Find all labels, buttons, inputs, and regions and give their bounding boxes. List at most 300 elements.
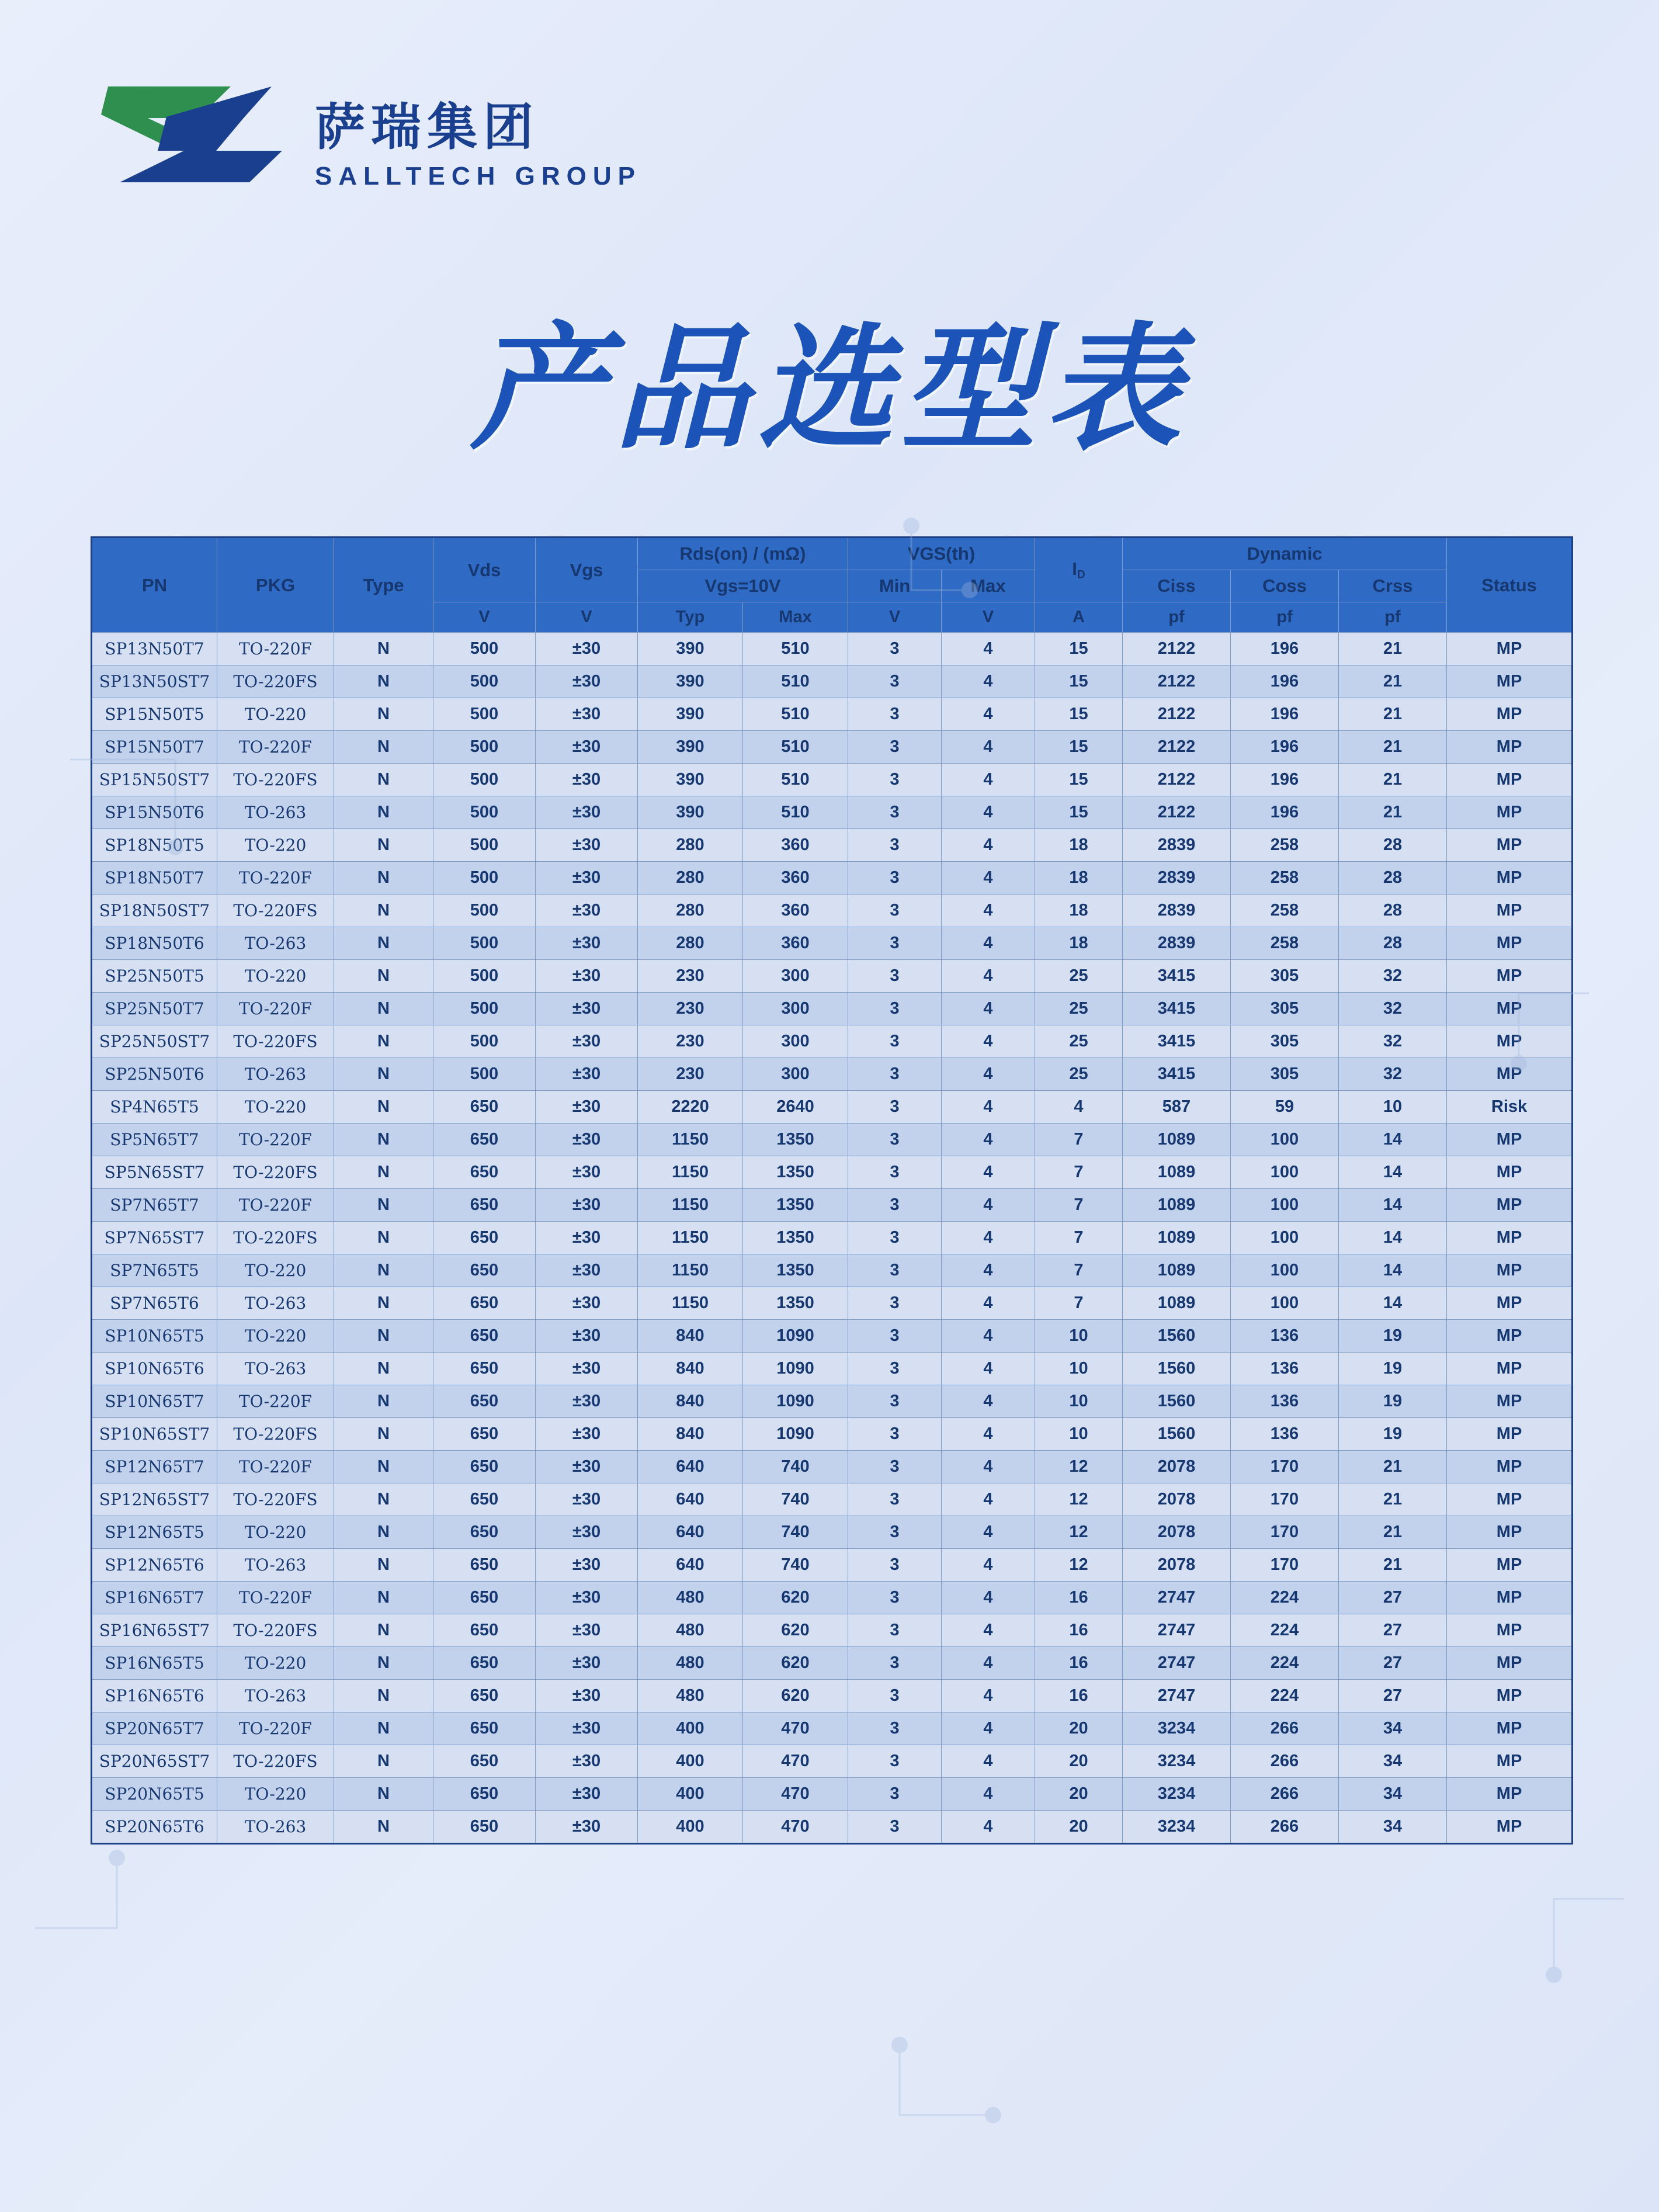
cell-id: 12 xyxy=(1035,1549,1123,1582)
cell-vgsth-min: 3 xyxy=(848,1320,942,1353)
cell-vgsth-max: 4 xyxy=(942,1647,1035,1680)
cell-pkg: TO-220 xyxy=(217,829,334,862)
cell-ciss: 1560 xyxy=(1123,1385,1231,1418)
cell-vgsth-max: 4 xyxy=(942,665,1035,698)
cell-crss: 32 xyxy=(1339,1058,1447,1091)
cell-vgsth-max: 4 xyxy=(942,1745,1035,1778)
cell-vgsth-max: 4 xyxy=(942,993,1035,1025)
cell-vds: 650 xyxy=(433,1451,536,1483)
cell-vgs: ±30 xyxy=(536,1549,638,1582)
cell-vgsth-min: 3 xyxy=(848,829,942,862)
cell-id: 16 xyxy=(1035,1582,1123,1614)
col-header-ciss: Ciss xyxy=(1123,570,1231,602)
cell-vds: 650 xyxy=(433,1483,536,1516)
cell-status: MP xyxy=(1447,1058,1573,1091)
cell-type: N xyxy=(334,927,433,960)
cell-pn: SP20N65T6 xyxy=(92,1811,217,1844)
cell-rds-max: 470 xyxy=(743,1778,848,1811)
cell-id: 10 xyxy=(1035,1418,1123,1451)
cell-pn: SP15N50T6 xyxy=(92,796,217,829)
cell-ciss: 2839 xyxy=(1123,862,1231,894)
cell-vgs: ±30 xyxy=(536,1287,638,1320)
cell-type: N xyxy=(334,1582,433,1614)
cell-coss: 196 xyxy=(1231,796,1339,829)
cell-vgs: ±30 xyxy=(536,1745,638,1778)
brand-name-cn: 萨瑞集团 xyxy=(315,98,539,157)
cell-pkg: TO-220 xyxy=(217,1320,334,1353)
table-row xyxy=(92,1582,1573,1614)
cell-ciss: 2122 xyxy=(1123,633,1231,665)
cell-pn: SP7N65T7 xyxy=(92,1189,217,1222)
table-row xyxy=(92,1254,1573,1287)
cell-vgs: ±30 xyxy=(536,1712,638,1745)
cell-vds: 500 xyxy=(433,927,536,960)
cell-pn: SP4N65T5 xyxy=(92,1091,217,1124)
cell-type: N xyxy=(334,1614,433,1647)
cell-vgsth-min: 3 xyxy=(848,731,942,764)
cell-pn: SP12N65ST7 xyxy=(92,1483,217,1516)
cell-pn: SP10N65T5 xyxy=(92,1320,217,1353)
cell-pn: SP18N50T5 xyxy=(92,829,217,862)
cell-vds: 650 xyxy=(433,1811,536,1844)
cell-id: 15 xyxy=(1035,665,1123,698)
cell-type: N xyxy=(334,1385,433,1418)
cell-pkg: TO-263 xyxy=(217,1353,334,1385)
cell-status: MP xyxy=(1447,1614,1573,1647)
cell-pkg: TO-220 xyxy=(217,1778,334,1811)
col-header-pn: PN xyxy=(92,538,217,633)
cell-vgsth-max: 4 xyxy=(942,927,1035,960)
cell-id: 15 xyxy=(1035,796,1123,829)
cell-coss: 224 xyxy=(1231,1647,1339,1680)
table-row xyxy=(92,796,1573,829)
cell-status: MP xyxy=(1447,1156,1573,1189)
cell-rds-max: 360 xyxy=(743,927,848,960)
cell-rds-max: 510 xyxy=(743,633,848,665)
cell-rds-typ: 2220 xyxy=(638,1091,743,1124)
cell-vgsth-max: 4 xyxy=(942,1418,1035,1451)
table-row xyxy=(92,1222,1573,1254)
table-row xyxy=(92,633,1573,665)
cell-vgsth-min: 3 xyxy=(848,1124,942,1156)
cell-coss: 305 xyxy=(1231,1058,1339,1091)
unit-vgs: V xyxy=(536,602,638,633)
cell-status: MP xyxy=(1447,1483,1573,1516)
table-row xyxy=(92,731,1573,764)
cell-vgs: ±30 xyxy=(536,1516,638,1549)
table-row xyxy=(92,1451,1573,1483)
cell-vgsth-min: 3 xyxy=(848,1418,942,1451)
cell-rds-typ: 840 xyxy=(638,1353,743,1385)
cell-rds-typ: 1150 xyxy=(638,1287,743,1320)
cell-crss: 14 xyxy=(1339,1156,1447,1189)
cell-type: N xyxy=(334,1451,433,1483)
cell-rds-max: 300 xyxy=(743,993,848,1025)
table-row xyxy=(92,993,1573,1025)
cell-pkg: TO-263 xyxy=(217,1680,334,1712)
cell-rds-max: 1090 xyxy=(743,1353,848,1385)
cell-rds-typ: 390 xyxy=(638,633,743,665)
cell-vgs: ±30 xyxy=(536,1156,638,1189)
cell-crss: 14 xyxy=(1339,1124,1447,1156)
cell-rds-typ: 230 xyxy=(638,993,743,1025)
cell-rds-max: 1090 xyxy=(743,1418,848,1451)
cell-crss: 34 xyxy=(1339,1745,1447,1778)
cell-vds: 500 xyxy=(433,633,536,665)
cell-rds-max: 1090 xyxy=(743,1385,848,1418)
cell-vds: 650 xyxy=(433,1712,536,1745)
table-row xyxy=(92,1745,1573,1778)
cell-pkg: TO-220F xyxy=(217,1189,334,1222)
cell-vds: 500 xyxy=(433,764,536,796)
cell-vds: 500 xyxy=(433,960,536,993)
cell-type: N xyxy=(334,1418,433,1451)
cell-pkg: TO-263 xyxy=(217,1811,334,1844)
cell-vgsth-max: 4 xyxy=(942,1582,1035,1614)
cell-pn: SP15N50T5 xyxy=(92,698,217,731)
cell-id: 7 xyxy=(1035,1222,1123,1254)
cell-rds-typ: 840 xyxy=(638,1418,743,1451)
cell-pn: SP16N65ST7 xyxy=(92,1614,217,1647)
cell-ciss: 2122 xyxy=(1123,796,1231,829)
cell-type: N xyxy=(334,1549,433,1582)
cell-vgsth-min: 3 xyxy=(848,1025,942,1058)
cell-rds-max: 470 xyxy=(743,1745,848,1778)
cell-coss: 196 xyxy=(1231,698,1339,731)
cell-pkg: TO-220FS xyxy=(217,1222,334,1254)
cell-pn: SP16N65T5 xyxy=(92,1647,217,1680)
cell-type: N xyxy=(334,960,433,993)
cell-coss: 266 xyxy=(1231,1811,1339,1844)
cell-crss: 21 xyxy=(1339,1549,1447,1582)
cell-vds: 650 xyxy=(433,1254,536,1287)
cell-id: 20 xyxy=(1035,1778,1123,1811)
cell-pn: SP10N65T7 xyxy=(92,1385,217,1418)
cell-id: 12 xyxy=(1035,1451,1123,1483)
unit-vgsth-min: V xyxy=(848,602,942,633)
col-header-vgsth-min: Min xyxy=(848,570,942,602)
cell-pkg: TO-220FS xyxy=(217,1418,334,1451)
cell-vgsth-min: 3 xyxy=(848,633,942,665)
cell-rds-max: 1350 xyxy=(743,1254,848,1287)
cell-rds-typ: 390 xyxy=(638,698,743,731)
cell-vds: 650 xyxy=(433,1745,536,1778)
table-row xyxy=(92,1058,1573,1091)
cell-vgsth-min: 3 xyxy=(848,1549,942,1582)
cell-id: 7 xyxy=(1035,1287,1123,1320)
cell-crss: 21 xyxy=(1339,633,1447,665)
cell-coss: 196 xyxy=(1231,633,1339,665)
cell-vgsth-max: 4 xyxy=(942,1483,1035,1516)
cell-vds: 500 xyxy=(433,993,536,1025)
cell-status: MP xyxy=(1447,1418,1573,1451)
col-header-vgs-cond: Vgs=10V xyxy=(638,570,848,602)
cell-ciss: 1089 xyxy=(1123,1254,1231,1287)
cell-pn: SP18N50T7 xyxy=(92,862,217,894)
cell-crss: 27 xyxy=(1339,1582,1447,1614)
cell-rds-typ: 400 xyxy=(638,1811,743,1844)
cell-vgs: ±30 xyxy=(536,1582,638,1614)
cell-id: 20 xyxy=(1035,1745,1123,1778)
cell-rds-typ: 280 xyxy=(638,927,743,960)
cell-type: N xyxy=(334,1222,433,1254)
cell-status: MP xyxy=(1447,698,1573,731)
cell-vds: 650 xyxy=(433,1418,536,1451)
cell-vgsth-min: 3 xyxy=(848,862,942,894)
cell-ciss: 3415 xyxy=(1123,993,1231,1025)
cell-vgs: ±30 xyxy=(536,1222,638,1254)
cell-type: N xyxy=(334,1712,433,1745)
cell-ciss: 2839 xyxy=(1123,927,1231,960)
cell-pkg: TO-220F xyxy=(217,1712,334,1745)
cell-rds-typ: 400 xyxy=(638,1712,743,1745)
cell-coss: 266 xyxy=(1231,1745,1339,1778)
cell-coss: 305 xyxy=(1231,993,1339,1025)
unit-vgsth-max: V xyxy=(942,602,1035,633)
cell-vgs: ±30 xyxy=(536,1811,638,1844)
unit-ciss: pf xyxy=(1123,602,1231,633)
cell-ciss: 2122 xyxy=(1123,731,1231,764)
cell-rds-typ: 230 xyxy=(638,1058,743,1091)
cell-status: MP xyxy=(1447,1516,1573,1549)
cell-pn: SP15N50ST7 xyxy=(92,764,217,796)
cell-vgsth-max: 4 xyxy=(942,1516,1035,1549)
cell-rds-max: 740 xyxy=(743,1483,848,1516)
cell-rds-max: 620 xyxy=(743,1647,848,1680)
cell-vgsth-max: 4 xyxy=(942,862,1035,894)
cell-vds: 650 xyxy=(433,1385,536,1418)
cell-vgsth-min: 3 xyxy=(848,927,942,960)
cell-rds-max: 740 xyxy=(743,1549,848,1582)
cell-rds-max: 620 xyxy=(743,1614,848,1647)
cell-coss: 258 xyxy=(1231,829,1339,862)
cell-rds-max: 300 xyxy=(743,1025,848,1058)
table-row xyxy=(92,1156,1573,1189)
col-header-pkg: PKG xyxy=(217,538,334,633)
cell-pkg: TO-220F xyxy=(217,993,334,1025)
cell-ciss: 3234 xyxy=(1123,1778,1231,1811)
col-header-crss: Crss xyxy=(1339,570,1447,602)
col-header-vgsth-max: Max xyxy=(942,570,1035,602)
cell-vgs: ±30 xyxy=(536,1091,638,1124)
cell-vgsth-max: 4 xyxy=(942,1385,1035,1418)
cell-ciss: 3415 xyxy=(1123,960,1231,993)
cell-vds: 500 xyxy=(433,796,536,829)
cell-id: 7 xyxy=(1035,1189,1123,1222)
cell-pkg: TO-220FS xyxy=(217,665,334,698)
cell-vgs: ±30 xyxy=(536,993,638,1025)
cell-rds-max: 1350 xyxy=(743,1189,848,1222)
cell-vgsth-min: 3 xyxy=(848,1582,942,1614)
cell-vds: 650 xyxy=(433,1778,536,1811)
cell-status: MP xyxy=(1447,993,1573,1025)
cell-vgs: ±30 xyxy=(536,1451,638,1483)
table-row xyxy=(92,1189,1573,1222)
id-subscript: D xyxy=(1077,568,1085,581)
cell-pkg: TO-220F xyxy=(217,1451,334,1483)
cell-vds: 650 xyxy=(433,1124,536,1156)
cell-id: 10 xyxy=(1035,1353,1123,1385)
cell-ciss: 2747 xyxy=(1123,1614,1231,1647)
cell-vgsth-min: 3 xyxy=(848,1058,942,1091)
cell-vds: 650 xyxy=(433,1647,536,1680)
cell-vds: 650 xyxy=(433,1549,536,1582)
cell-type: N xyxy=(334,1091,433,1124)
unit-rds-typ: Typ xyxy=(638,602,743,633)
cell-rds-max: 740 xyxy=(743,1451,848,1483)
cell-vgsth-max: 4 xyxy=(942,1091,1035,1124)
cell-crss: 10 xyxy=(1339,1091,1447,1124)
cell-rds-max: 620 xyxy=(743,1680,848,1712)
cell-vds: 500 xyxy=(433,1025,536,1058)
cell-coss: 136 xyxy=(1231,1418,1339,1451)
cell-pkg: TO-263 xyxy=(217,796,334,829)
page-header xyxy=(0,0,1659,210)
cell-vgsth-min: 3 xyxy=(848,1189,942,1222)
cell-vds: 500 xyxy=(433,829,536,862)
cell-id: 25 xyxy=(1035,960,1123,993)
cell-vgsth-max: 4 xyxy=(942,1680,1035,1712)
cell-ciss: 1089 xyxy=(1123,1222,1231,1254)
table-row xyxy=(92,1385,1573,1418)
cell-id: 25 xyxy=(1035,1025,1123,1058)
cell-vgsth-min: 3 xyxy=(848,1745,942,1778)
cell-pkg: TO-220F xyxy=(217,1582,334,1614)
cell-ciss: 2078 xyxy=(1123,1451,1231,1483)
cell-rds-typ: 230 xyxy=(638,1025,743,1058)
cell-vgs: ±30 xyxy=(536,1647,638,1680)
cell-id: 20 xyxy=(1035,1811,1123,1844)
cell-pkg: TO-263 xyxy=(217,927,334,960)
cell-id: 10 xyxy=(1035,1385,1123,1418)
cell-pkg: TO-220 xyxy=(217,1516,334,1549)
unit-vds: V xyxy=(433,602,536,633)
cell-pn: SP12N65T5 xyxy=(92,1516,217,1549)
cell-vgs: ±30 xyxy=(536,1418,638,1451)
cell-rds-max: 1350 xyxy=(743,1287,848,1320)
cell-coss: 170 xyxy=(1231,1549,1339,1582)
cell-vgsth-min: 3 xyxy=(848,698,942,731)
cell-status: MP xyxy=(1447,1582,1573,1614)
cell-pn: SP16N65T6 xyxy=(92,1680,217,1712)
cell-crss: 21 xyxy=(1339,1451,1447,1483)
cell-vgsth-min: 3 xyxy=(848,1287,942,1320)
cell-ciss: 1560 xyxy=(1123,1353,1231,1385)
cell-crss: 14 xyxy=(1339,1189,1447,1222)
cell-ciss: 2078 xyxy=(1123,1549,1231,1582)
cell-pkg: TO-220 xyxy=(217,1254,334,1287)
cell-id: 15 xyxy=(1035,764,1123,796)
cell-status: MP xyxy=(1447,1680,1573,1712)
cell-pkg: TO-220 xyxy=(217,960,334,993)
cell-ciss: 2747 xyxy=(1123,1680,1231,1712)
cell-crss: 32 xyxy=(1339,960,1447,993)
cell-rds-typ: 400 xyxy=(638,1745,743,1778)
cell-ciss: 1089 xyxy=(1123,1124,1231,1156)
cell-rds-max: 360 xyxy=(743,829,848,862)
cell-pn: SP5N65T7 xyxy=(92,1124,217,1156)
table-head xyxy=(92,538,1573,633)
table-row xyxy=(92,1287,1573,1320)
cell-id: 7 xyxy=(1035,1156,1123,1189)
table-row xyxy=(92,698,1573,731)
cell-vgs: ±30 xyxy=(536,698,638,731)
cell-type: N xyxy=(334,1680,433,1712)
cell-vgs: ±30 xyxy=(536,1254,638,1287)
cell-ciss: 3415 xyxy=(1123,1058,1231,1091)
cell-coss: 100 xyxy=(1231,1156,1339,1189)
cell-type: N xyxy=(334,1353,433,1385)
cell-coss: 136 xyxy=(1231,1353,1339,1385)
cell-pn: SP16N65T7 xyxy=(92,1582,217,1614)
cell-vgs: ±30 xyxy=(536,1025,638,1058)
cell-ciss: 3234 xyxy=(1123,1712,1231,1745)
cell-vgs: ±30 xyxy=(536,633,638,665)
cell-vds: 500 xyxy=(433,731,536,764)
cell-rds-typ: 390 xyxy=(638,665,743,698)
cell-status: MP xyxy=(1447,1254,1573,1287)
cell-vds: 650 xyxy=(433,1516,536,1549)
cell-vgsth-max: 4 xyxy=(942,1353,1035,1385)
cell-rds-typ: 640 xyxy=(638,1516,743,1549)
cell-vgsth-max: 4 xyxy=(942,1712,1035,1745)
cell-crss: 32 xyxy=(1339,993,1447,1025)
cell-vds: 650 xyxy=(433,1222,536,1254)
brand-logo xyxy=(96,76,1659,210)
cell-pkg: TO-220 xyxy=(217,1647,334,1680)
cell-type: N xyxy=(334,764,433,796)
cell-status: MP xyxy=(1447,796,1573,829)
cell-rds-typ: 840 xyxy=(638,1385,743,1418)
table-row xyxy=(92,1025,1573,1058)
cell-vgsth-max: 4 xyxy=(942,829,1035,862)
cell-coss: 170 xyxy=(1231,1483,1339,1516)
cell-pn: SP7N65T6 xyxy=(92,1287,217,1320)
cell-ciss: 1089 xyxy=(1123,1189,1231,1222)
cell-vgsth-min: 3 xyxy=(848,665,942,698)
cell-rds-typ: 390 xyxy=(638,731,743,764)
cell-vgsth-max: 4 xyxy=(942,1811,1035,1844)
cell-rds-max: 510 xyxy=(743,731,848,764)
cell-status: MP xyxy=(1447,633,1573,665)
cell-status: MP xyxy=(1447,1549,1573,1582)
cell-rds-max: 1350 xyxy=(743,1156,848,1189)
cell-ciss: 3415 xyxy=(1123,1025,1231,1058)
cell-rds-typ: 230 xyxy=(638,960,743,993)
cell-pn: SP25N50ST7 xyxy=(92,1025,217,1058)
cell-rds-max: 360 xyxy=(743,862,848,894)
cell-status: MP xyxy=(1447,665,1573,698)
cell-vgsth-max: 4 xyxy=(942,698,1035,731)
cell-ciss: 2078 xyxy=(1123,1483,1231,1516)
cell-status: MP xyxy=(1447,1647,1573,1680)
cell-crss: 27 xyxy=(1339,1647,1447,1680)
cell-coss: 170 xyxy=(1231,1451,1339,1483)
cell-rds-typ: 1150 xyxy=(638,1254,743,1287)
cell-pkg: TO-220FS xyxy=(217,1614,334,1647)
cell-coss: 100 xyxy=(1231,1287,1339,1320)
cell-type: N xyxy=(334,1058,433,1091)
cell-pn: SP5N65ST7 xyxy=(92,1156,217,1189)
cell-crss: 28 xyxy=(1339,862,1447,894)
cell-vds: 650 xyxy=(433,1614,536,1647)
cell-pkg: TO-220FS xyxy=(217,1025,334,1058)
cell-status: MP xyxy=(1447,1385,1573,1418)
cell-status: MP xyxy=(1447,862,1573,894)
cell-status: MP xyxy=(1447,1712,1573,1745)
cell-pn: SP7N65T5 xyxy=(92,1254,217,1287)
cell-id: 12 xyxy=(1035,1516,1123,1549)
